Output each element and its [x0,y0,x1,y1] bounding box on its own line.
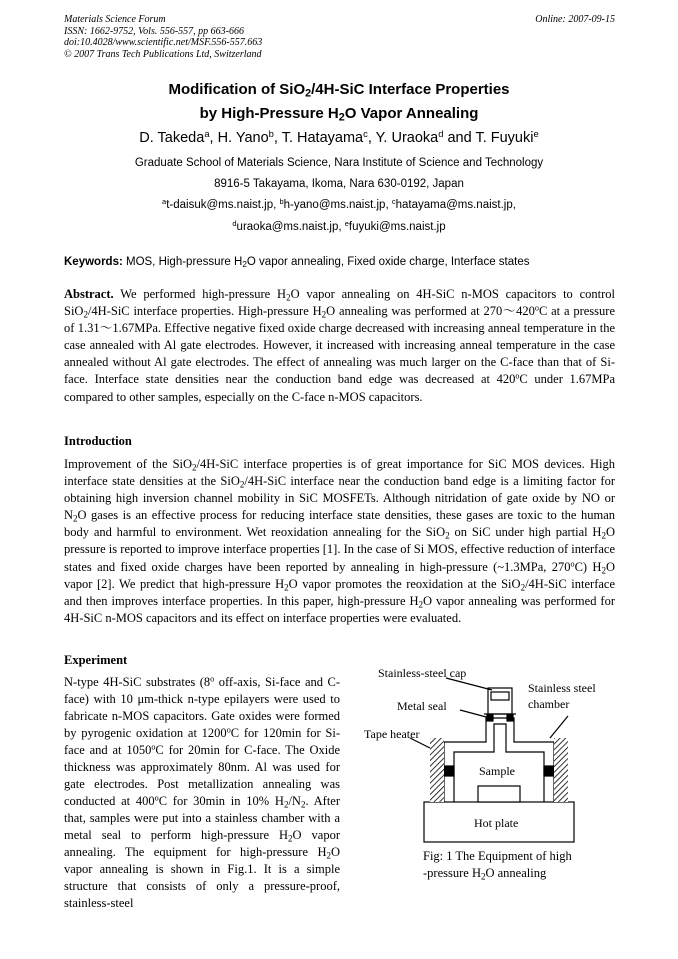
journal-name: Materials Science Forum [64,14,166,25]
issn-line: ISSN: 1662-9752, Vols. 556-557, pp 663-666 [64,25,244,37]
keywords: Keywords: MOS, High-pressure $H_2O$ vapor annealing, Fixed oxide charge, Interface states [64,256,530,270]
email-address[interactable]: hatayama@ms.naist.jp [395,199,513,211]
metal-seal [507,715,513,721]
email-address[interactable]: fuyuki@ms.naist.jp [348,221,446,233]
label-sample: Sample [479,764,515,778]
email-address[interactable]: h-yano@ms.naist.jp [283,199,386,211]
online-date: Online: 2007-09-15 [535,14,615,25]
author: Y. Uraoka$^d$ and [375,127,476,146]
affiliation-school: Graduate School of Materials Science, Nara Institute of Science and Technology [134,157,544,169]
tape-heater-left [430,738,444,802]
author: T. Hatayama$^c$, [281,127,376,146]
label-hot-plate: Hot plate [474,816,519,830]
tape-heater-right [554,738,568,802]
author: H. Yano$^b$, [217,127,282,146]
label-metal-seal: Metal seal [397,699,447,713]
figure-caption: Fig: 1 The Equipment of high -pressure $H_2O$ annealing [423,849,572,882]
copyright-line: © 2007 Trans Tech Publications Ltd, Switzerland [64,48,262,60]
label-stainless-steel-chamber-2: chamber [528,697,570,711]
email-address[interactable]: uraoka@ms.naist.jp [236,221,339,233]
email-line-1: $^a$t-daisuk@ms.naist.jp, $^b$h-yano@ms.naist.jp, $^c$hatayama@ms.naist.jp, [162,196,516,211]
equipment-diagram [360,666,616,850]
paper-title-line-1: Modification of SiO$_2$/4H-SiC Interface Properties [168,81,510,100]
abstract-paragraph: Abstract. We performed high-pressure $H_2O$ vapor annealing on 4H-SiC n-MOS capacitors to control SiO$_2$/4H-SiC interface properties. High-pressure $H_2O$ annealing was performed at 270～420$^o$C at a pressure of 1.31～1.67MPa. Effective negative fixed oxide charge decreased with increasing anneal temperature in the case annealed with Al gate electrodes. However, it increased with increasing anneal temperature in the case annealed without Al gate electrodes. The effect of annealing was much larger on the C-face than that of Si-face. Interface state densities near the conduction band edge was decreased at 420$^o$C under 1.67MPa compared to other samples, especially on the C-face n-MOS capacitors. [64,287,615,404]
label-tape-heater: Tape heater [364,727,420,741]
author-list [0,127,678,146]
author: D. Takeda$^a$, [139,127,218,146]
section-heading-introduction: Introduction [64,434,132,448]
email-line-2: $^d$uraoka@ms.naist.jp, $^e$fuyuki@ms.naist.jp [232,218,446,233]
affiliation-address: 8916-5 Takayama, Ikoma, Nara 630-0192, Japan [214,178,464,190]
introduction-paragraph: Improvement of the SiO$_2$/4H-SiC interface properties is of great importance for SiC MOS devices. High interface state densities at the SiO$_2$/4H-SiC interface near the conduction band edge is a limiting factor for obtaining high inversion channel mobility in SiC MOSFETs. Although nitridation of gate oxide by NO or $N_2O$ gases is an effective process for reducing interface state densities, these gases are toxic to the human body and harmful to environment. Wet reoxidation annealing for the SiO$_2$ on SiC under high partial $H_2O$ pressure is reported to improve interface properties [1]. In the case of Si MOS, effective reduction of interface states and fixed oxide charges have been reported by annealing in high-pressure (~1.3MPa, 270$^o$C) $H_2O$ vapor [2]. We predict that high-pressure $H_2O$ vapor promotes the reoxidation at the SiO$_2$/4H-SiC interface and then improves interface properties. In this paper, high-pressure $H_2O$ vapor annealing was performed for 4H-SiC n-MOS capacitors and its effect on interface properties were evaluated. [64,457,616,625]
experiment-paragraph: N-type 4H-SiC substrates (8$^o$ off-axis, Si-face and C-face) with 10 μm-thick n-type epilayers were used to fabricate n-MOS capacitors. Gate oxides were formed by pyrogenic oxidation at 1200$^o$C for 120min for Si-face and at 1050$^o$C for 20min for C-face. The Oxide thickness was approximately 80nm. Al was used for gate electrodes. Post metallization annealing was conducted at 400$^o$C for 30min in 10% $H_2/N_2$. After that, samples were put into a stainless chamber with a metal seal to perform high-pressure $H_2O$ vapor annealing. The equipment for high-pressure $H_2O$ vapor annealing is shown in Fig.1. It is a simple structure that consists of only a pressure-proof, stainless-steel [64,674,341,910]
author: T. Fuyuki$^e$ [475,127,539,146]
journal-header [64,14,262,60]
email-address[interactable]: t-daisuk@ms.naist.jp [166,199,274,211]
sample [478,786,520,802]
label-stainless-steel-chamber-1: Stainless steel [528,681,596,695]
keywords-label: Keywords: [64,256,123,268]
doi-line: doi:10.4028/www.scientific.net/MSF.556-557.663 [64,37,263,48]
label-stainless-steel-cap: Stainless-steel cap [378,666,467,680]
section-heading-experiment: Experiment [64,653,128,667]
paper-title-line-2: by High-Pressure $H_2O$ Vapor Annealing [199,105,479,124]
abstract-label: Abstract. [64,287,114,301]
